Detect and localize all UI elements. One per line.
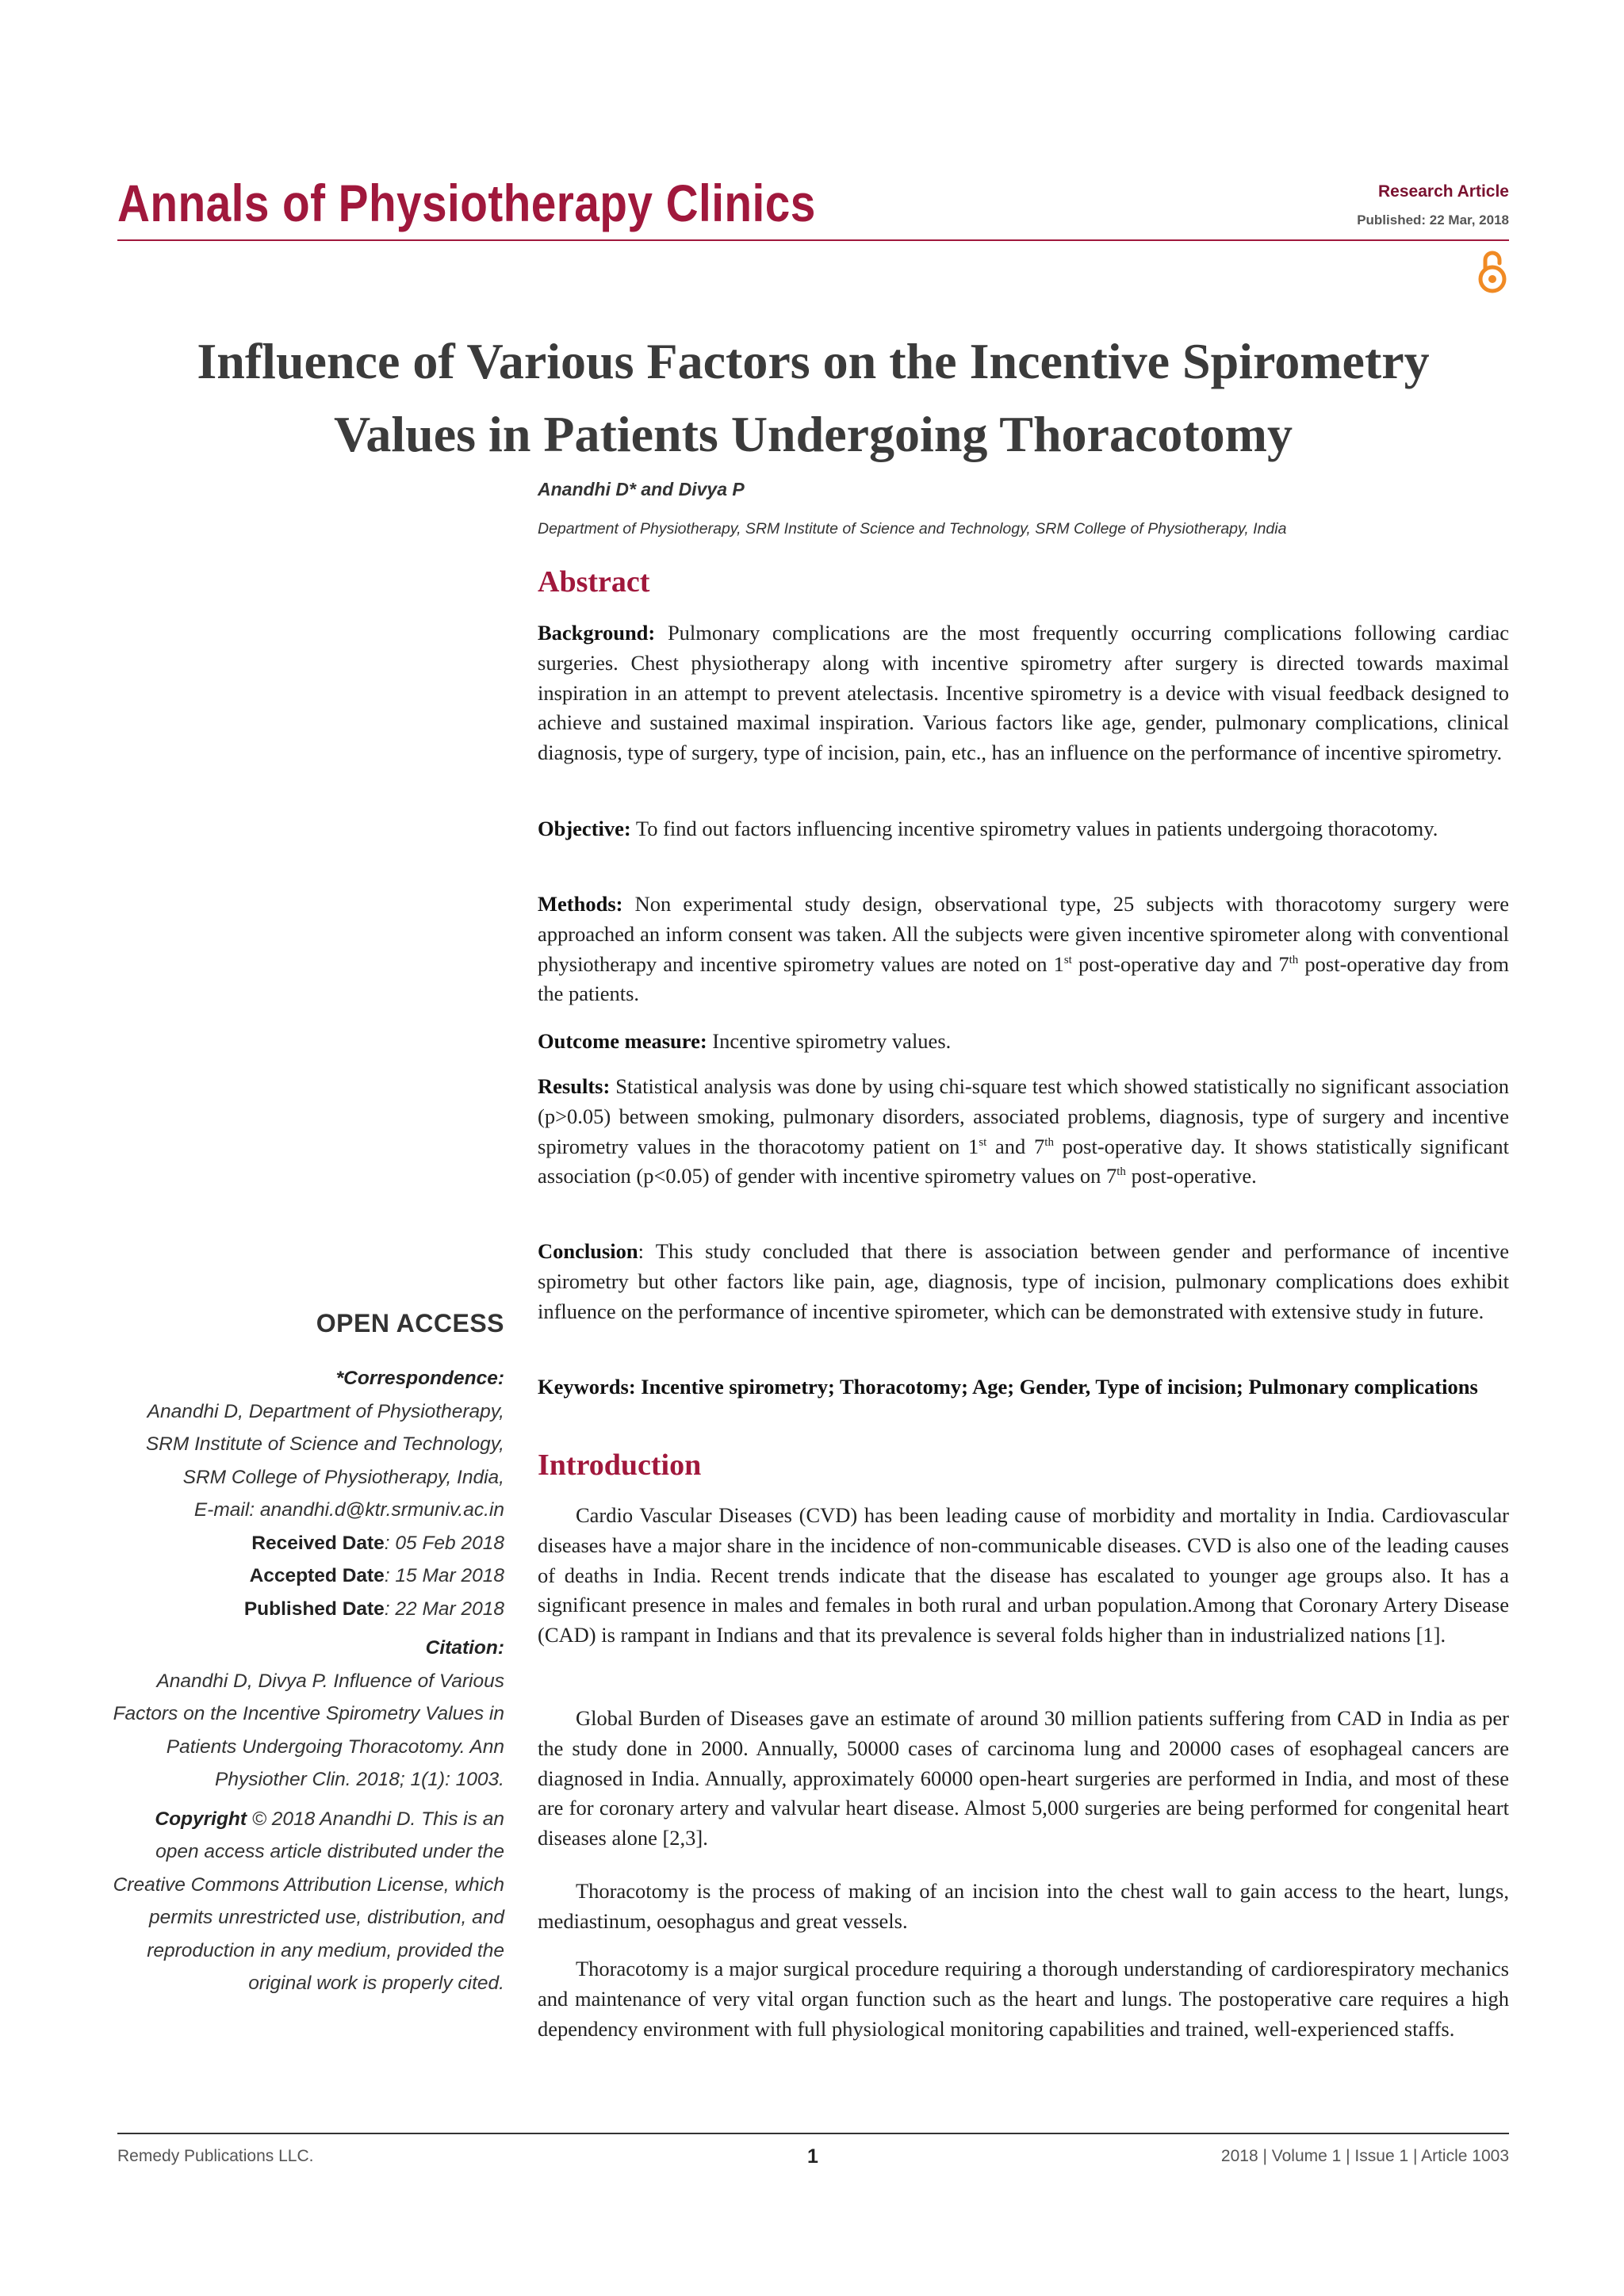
abstract-outcome <box>538 1027 1509 1057</box>
correspondence-label: *Correspondence: <box>335 1368 504 1389</box>
conclusion-text: : This study concluded that there is association between gender and performance of incentive spirometry but other factors like pain, age, diagnosis, type of incision, pulmonary complications does exhibit influence on the performance of incentive spirometer, which can be demonstrated with extensive study in future. <box>538 1239 1509 1323</box>
sidebar-info <box>111 1362 504 2000</box>
abstract-objective <box>538 814 1509 844</box>
results-text: post-operative. <box>1125 1164 1257 1188</box>
results-text: post-operative day. It shows statistically significant association (p<0.05) of gender with incentive spirometry values on 7 <box>538 1134 1510 1188</box>
intro-paragraph-1: Cardio Vascular Diseases (CVD) has been leading cause of morbidity and mortality in India. Cardiovascular diseases have a major share in the incidence of non-communicable diseases. CVD is also one of the leading causes of deaths in India. Recent trends indicate that the disease has escalated to younger age groups also. It has a significant presence in males and females in both rural and urban population.Among that Coronary Artery Disease (CAD) is rampant in Indians and that its prevalence is several folds higher than in industrialized nations [1]. <box>538 1503 1509 1647</box>
article-title-line-1: Influence of Various Factors on the Incentive Spirometry <box>197 333 1430 389</box>
results-sup: th <box>1116 1165 1126 1179</box>
published-date-info <box>111 1593 504 1626</box>
intro-paragraph-4: Thoracotomy is a major surgical procedure requiring a thorough understanding of cardiorespiratory mechanics and maintenance of very vital organ function such as the heart and lungs. The postoperative care requires a high dependency environment with full physiological monitoring capabilities and trained, well-experienced staffs. <box>538 1957 1509 2041</box>
article-title-line-2: Values in Patients Undergoing Thoracotomy <box>334 406 1293 462</box>
correspondence-text: Anandhi D, Department of Physiotherapy, SRM Institute of Science and Technology, SRM College of Physiotherapy, India, <box>145 1400 504 1488</box>
correspondence-email[interactable]: E-mail: anandhi.d@ktr.srmuniv.ac.in <box>193 1499 504 1521</box>
accepted-value: : 15 Mar 2018 <box>384 1565 504 1586</box>
abstract-results <box>538 1072 1509 1192</box>
outcome-text: Incentive spirometry values. <box>707 1029 952 1053</box>
methods-sup: th <box>1289 953 1299 966</box>
results-label: Results: <box>538 1074 611 1098</box>
citation-text: Anandhi D, Divya P. Influence of Various Factors on the Incentive Spirometry Values in Patients Undergoing Thoracotomy. Ann Physiother Clin. 2018; 1(1): 1003. <box>113 1670 504 1790</box>
footer-issue: 2018 | Volume 1 | Issue 1 | Article 1003 <box>1220 2147 1509 2165</box>
objective-label: Objective: <box>538 817 631 840</box>
methods-text: post-operative day and 7 <box>1071 951 1289 976</box>
results-sup: th <box>1044 1135 1054 1149</box>
abstract-conclusion <box>538 1237 1509 1326</box>
copyright-label: Copyright <box>155 1808 247 1830</box>
abstract-methods <box>538 890 1509 1009</box>
abstract-background <box>538 618 1509 768</box>
received-date <box>111 1527 504 1560</box>
header-divider <box>117 239 1509 241</box>
methods-text: post-operative day from the patients. <box>538 951 1509 1006</box>
methods-text: Non experimental study design, observational type, 25 subjects with thoracotomy surgery were approached an inform consent was taken. All the subjects were given incentive spirometer along with conventional physiotherapy and incentive spirometry values are noted on 1 <box>538 892 1509 976</box>
article-title <box>117 325 1509 471</box>
background-text: Pulmonary complications are the most frequently occurring complications following cardiac surgeries. Chest physiotherapy along with incentive spirometry after surgery is directed towards maximal inspiration in an attempt to prevent atelectasis. Incentive spirometry is a device with visual feedback designed to achieve and sustained maximal inspiration. Various factors like age, gender, pulmonary complications, clinical diagnosis, type of surgery, type of incision, pain, etc., has an influence on the performance of incentive spirometry. <box>538 621 1509 765</box>
background-label: Background: <box>538 621 656 645</box>
abstract-heading: Abstract <box>538 565 650 599</box>
copyright-text: © 2018 Anandhi D. This is an open access article distributed under the Creative Commons Attribution License, which permits unrestricted use, distribution, and reproduction in any medium, provided the original work is properly cited. <box>113 1808 504 1994</box>
footer-divider <box>117 2133 1509 2134</box>
received-value: : 05 Feb 2018 <box>384 1532 504 1554</box>
open-access-label: OPEN ACCESS <box>316 1309 504 1337</box>
published-value: : 22 Mar 2018 <box>384 1598 504 1620</box>
objective-text: To find out factors influencing incentive spirometry values in patients undergoing thoracotomy. <box>630 817 1438 840</box>
outcome-label: Outcome measure: <box>538 1029 707 1053</box>
citation-label: Citation: <box>425 1637 504 1659</box>
accepted-label: Accepted Date <box>249 1565 385 1586</box>
intro-paragraph-3: Thoracotomy is the process of making of an incision into the chest wall to gain access to the heart, lungs, mediastinum, oesophagus and great vessels. <box>538 1879 1509 1933</box>
results-text: and 7 <box>986 1134 1045 1158</box>
introduction-heading: Introduction <box>538 1448 702 1482</box>
keywords: Keywords: Incentive spirometry; Thoracotomy; Age; Gender, Type of incision; Pulmonary complications <box>538 1375 1478 1399</box>
conclusion-label: Conclusion <box>538 1239 638 1263</box>
affiliation: Department of Physiotherapy, SRM Institute of Science and Technology, SRM College of Physiotherapy, India <box>538 520 1287 538</box>
accepted-date <box>111 1559 504 1593</box>
authors: Anandhi D* and Divya P <box>538 479 745 499</box>
open-access-lock-icon <box>1477 249 1508 295</box>
methods-sup: st <box>1063 953 1072 966</box>
intro-paragraph-2: Global Burden of Diseases gave an estimate of around 30 million patients suffering from CAD in India as per the study done in 2000. Annually, 50000 cases of carcinoma lung and 20000 cases of esophageal cancers are diagnosed in India. Annually, approximately 60000 open-heart surgeries are performed in India, and most of these are for coronary artery and valvular heart disease. Almost 5,000 surgeries are being performed for congenital heart diseases alone [2,3]. <box>538 1706 1509 1850</box>
page-number: 1 <box>807 2145 818 2168</box>
published-date: Published: 22 Mar, 2018 <box>1357 212 1509 228</box>
received-label: Received Date <box>251 1532 385 1554</box>
copyright-notice <box>111 1803 504 2000</box>
results-text: Statistical analysis was done by using chi-square test which showed statistically no significant association (p>0.05) between smoking, pulmonary disorders, associated problems, diagnosis, type of surgery and incentive spirometry values in the thoracotomy patient on 1 <box>538 1074 1509 1158</box>
journal-title: Annals of Physiotherapy Clinics <box>117 174 816 232</box>
article-type: Research Article <box>1378 182 1509 201</box>
footer-publisher: Remedy Publications LLC. <box>117 2147 314 2165</box>
methods-label: Methods: <box>538 892 623 916</box>
published-label: Published Date <box>243 1598 385 1620</box>
results-sup: st <box>979 1135 987 1149</box>
